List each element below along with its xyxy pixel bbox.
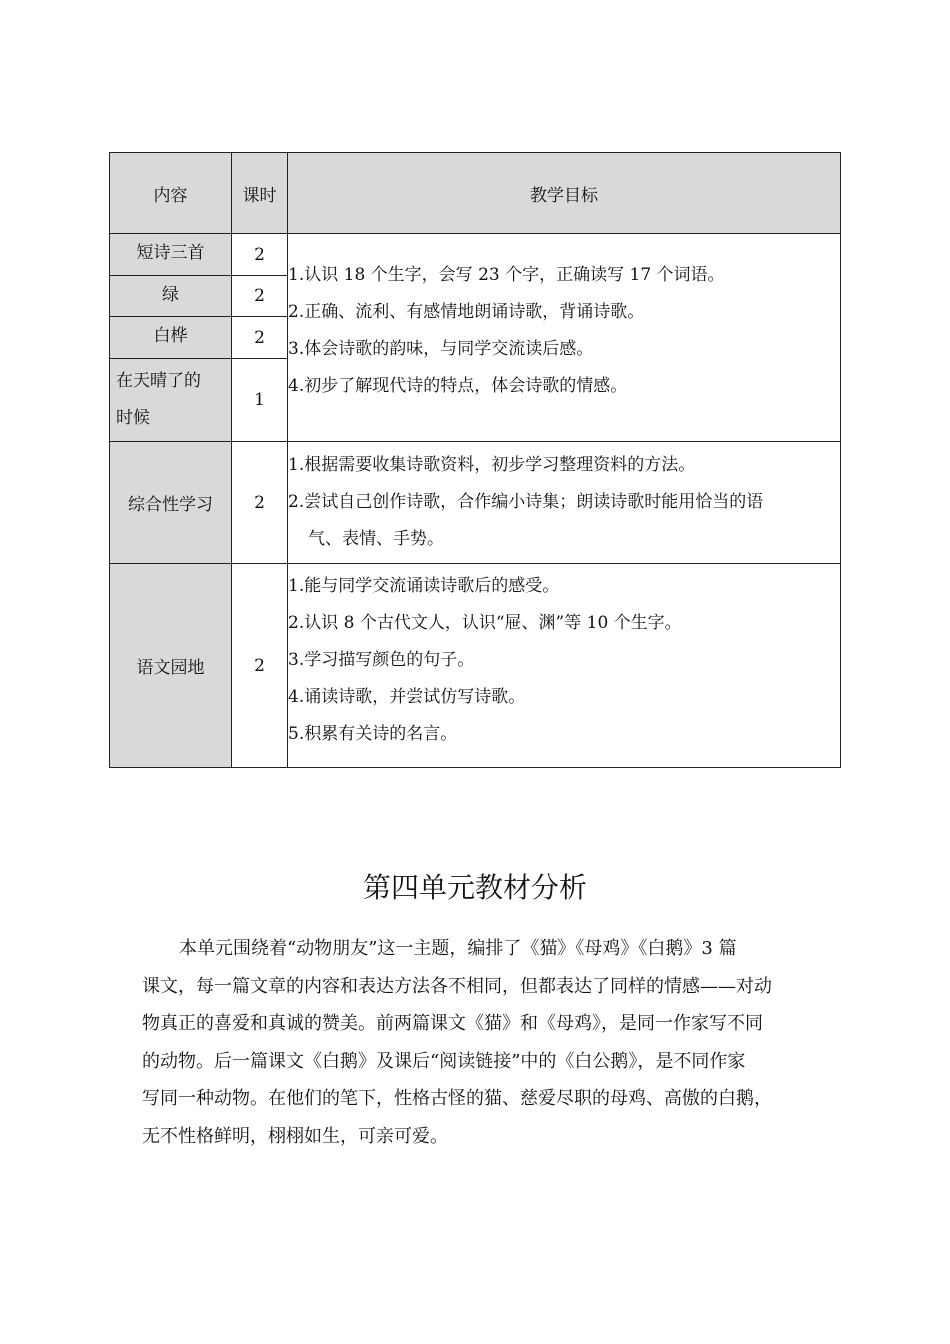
paragraph-line: 课文，每一篇文章的内容和表达方法各不相同，但都表达了同样的情感——对动 [142, 975, 772, 997]
goal-item: 5.积累有关诗的名言。 [288, 724, 458, 744]
lesson-name-line: 时候 [116, 408, 150, 428]
teaching-goals-table [109, 152, 841, 768]
lesson-name: 短诗三首 [110, 234, 232, 276]
lesson-hours: 2 [232, 276, 288, 317]
table-header-row [110, 153, 841, 234]
lesson-hours: 1 [232, 359, 288, 442]
lesson-name: 综合性学习 [110, 442, 232, 564]
goal-item [288, 484, 840, 521]
table-row [110, 442, 841, 564]
goal-item: 2.认识 8 个古代文人，认识“屉、渊”等 10 个生字。 [288, 613, 682, 633]
goal-item: 3.学习描写颜色的句子。 [288, 650, 475, 670]
table-row [110, 564, 841, 768]
goal-item: 4.初步了解现代诗的特点，体会诗歌的情感。 [288, 375, 628, 396]
garden-goals-cell [288, 564, 841, 768]
paragraph-line: 的动物。后一篇课文《白鹅》及课后“阅读链接”中的《白公鹅》，是不同作家 [142, 1050, 746, 1072]
paragraph-line: 物真正的喜爱和真诚的赞美。前两篇课文《猫》和《母鸡》，是同一作家写不同 [142, 1013, 763, 1035]
lesson-name-line: 在天晴了的 [116, 371, 201, 391]
paragraph-line: 写同一种动物。在他们的笔下，性格古怪的猫、慈爱尽职的母鸡、高傲的白鹅， [142, 1088, 772, 1110]
goal-continuation: 气、表情、手势。 [308, 529, 444, 549]
lesson-hours: 2 [232, 564, 288, 768]
lesson-hours: 2 [232, 317, 288, 359]
lesson-name: 绿 [110, 276, 232, 317]
header-hours: 课时 [232, 153, 288, 234]
lesson-name: 语文园地 [110, 564, 232, 768]
table-row [110, 234, 841, 276]
goal-text: 尝试自己创作诗歌，合作编小诗集；朗读诗歌时能用恰当的语 [304, 492, 764, 512]
lesson-name: 白桦 [110, 317, 232, 359]
goal-item: 2.正确、流利、有感情地朗诵诗歌，背诵诗歌。 [288, 301, 645, 322]
poem-goals-cell [288, 234, 841, 442]
goal-item: 4.诵读诗歌，并尝试仿写诗歌。 [288, 687, 526, 707]
lesson-hours: 2 [232, 234, 288, 276]
goal-item: 1.能与同学交流诵读诗歌后的感受。 [288, 576, 560, 596]
header-content: 内容 [110, 153, 232, 234]
paragraph-line: 本单元围绕着“动物朋友”这一主题，编排了《猫》《母鸡》《白鹅》3 篇 [179, 938, 737, 959]
lesson-name [110, 359, 232, 442]
integrated-goals-cell [288, 442, 841, 564]
goal-item: 1.认识 18 个生字，会写 23 个字，正确读写 17 个词语。 [288, 264, 725, 285]
paragraph-line: 无不性格鲜明，栩栩如生，可亲可爱。 [142, 1125, 448, 1147]
goal-item: 1.根据需要收集诗歌资料，初步学习整理资料的方法。 [288, 455, 696, 475]
goal-item: 3.体会诗歌的韵味，与同学交流读后感。 [288, 338, 594, 359]
section-title: 第四单元教材分析 [362, 871, 587, 904]
section-paragraph [142, 930, 812, 1156]
goal-number: 2. [288, 492, 305, 512]
lesson-hours: 2 [232, 442, 288, 564]
header-goals: 教学目标 [288, 153, 841, 234]
